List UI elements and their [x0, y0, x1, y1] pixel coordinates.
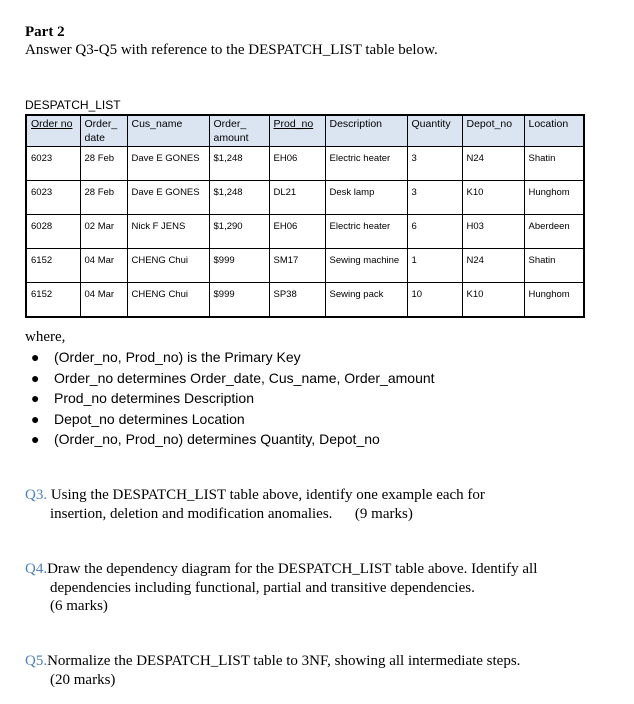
cell-cus-name: Nick F JENS: [127, 215, 209, 249]
cell-order-no: 6023: [26, 147, 80, 181]
part-title: Part 2: [25, 24, 65, 40]
cell-order-amount: $1,290: [209, 215, 269, 249]
cell-depot-no: K10: [462, 283, 524, 318]
bullet-icon: ●: [31, 410, 40, 427]
cell-description: Electric heater: [325, 215, 407, 249]
cell-order-no: 6152: [26, 283, 80, 318]
despatch-list-table: [25, 114, 585, 318]
bullet-icon: ●: [31, 390, 40, 406]
cell-order-amount: $999: [209, 249, 269, 283]
cell-order-amount: $999: [209, 283, 269, 318]
cell-location: Hunghom: [524, 181, 584, 215]
question-number: Q4.: [25, 561, 48, 577]
cell-order-date: 02 Mar: [80, 215, 127, 249]
cell-location: Shatin: [524, 249, 584, 283]
cell-order-date: 28 Feb: [80, 147, 127, 181]
cell-order-no: 6028: [26, 215, 80, 249]
question-q5: [25, 652, 520, 689]
table-row: [26, 215, 584, 249]
cell-depot-no: K10: [462, 181, 524, 215]
question-text-line2: (20 marks): [50, 671, 116, 688]
question-q4: [25, 560, 537, 616]
col-header-depot-no: Depot_no: [462, 115, 524, 147]
cell-order-no: 6152: [26, 249, 80, 283]
question-text-line2: dependencies including functional, partial and transitive dependencies.: [50, 579, 475, 596]
rule-item: [25, 429, 435, 450]
bullet-icon: ●: [31, 369, 40, 386]
cell-description: Sewing pack: [325, 283, 407, 318]
rule-text: Depot_no determines Location: [54, 410, 245, 427]
rule-text: Prod_no determines Description: [54, 390, 254, 406]
cell-prod-no: EH06: [269, 147, 325, 181]
col-header-description: Description: [325, 115, 407, 147]
cell-order-amount: $1,248: [209, 181, 269, 215]
cell-cus-name: Dave E GONES: [127, 147, 209, 181]
cell-location: Shatin: [524, 147, 584, 181]
rule-item: [25, 388, 435, 409]
bullet-icon: ●: [31, 431, 40, 447]
question-text-line1: Draw the dependency diagram for the DESPATCH_LIST table above. Identify all: [47, 561, 538, 577]
rule-text: (Order_no, Prod_no) determines Quantity, Depot_no: [54, 431, 380, 447]
cell-depot-no: N24: [462, 147, 524, 181]
cell-description: Desk lamp: [325, 181, 407, 215]
intro-text: Answer Q3-Q5 with reference to the DESPATCH_LIST table below.: [25, 42, 438, 58]
col-header-prod-no: Prod_no: [269, 115, 325, 147]
table-caption: DESPATCH_LIST: [25, 98, 121, 112]
cell-quantity: 3: [407, 147, 462, 181]
cell-prod-no: SP38: [269, 283, 325, 318]
col-header-cus-name: Cus_name: [127, 115, 209, 147]
cell-quantity: 3: [407, 181, 462, 215]
question-text-line2: insertion, deletion and modification anomalies. (9 marks): [50, 505, 413, 522]
col-header-quantity: Quantity: [407, 115, 462, 147]
col-header-order-amount: Order_ amount: [209, 115, 269, 147]
col-header-location: Location: [524, 115, 584, 147]
cell-prod-no: EH06: [269, 215, 325, 249]
cell-description: Electric heater: [325, 147, 407, 181]
table-row: [26, 181, 584, 215]
cell-quantity: 6: [407, 215, 462, 249]
rule-text: (Order_no, Prod_no) is the Primary Key: [54, 349, 301, 365]
question-text-line1: Normalize the DESPATCH_LIST table to 3NF, showing all intermediate steps.: [47, 653, 521, 669]
cell-order-date: 04 Mar: [80, 249, 127, 283]
cell-prod-no: DL21: [269, 181, 325, 215]
table-header-row: [26, 115, 584, 147]
cell-cus-name: Dave E GONES: [127, 181, 209, 215]
cell-prod-no: SM17: [269, 249, 325, 283]
question-number: Q5.: [25, 653, 48, 669]
cell-cus-name: CHENG Chui: [127, 283, 209, 318]
rule-item: [25, 347, 435, 368]
rule-item: [25, 409, 435, 430]
cell-order-date: 28 Feb: [80, 181, 127, 215]
col-header-order-no: Order no: [26, 115, 80, 147]
where-label: where,: [25, 329, 66, 345]
cell-order-amount: $1,248: [209, 147, 269, 181]
table-row: [26, 283, 584, 318]
col-header-order-date: Order_ date: [80, 115, 127, 147]
question-number: Q3.: [25, 487, 48, 503]
cell-order-date: 04 Mar: [80, 283, 127, 318]
question-text-line3: (6 marks): [50, 598, 108, 614]
question-q3: [25, 486, 485, 523]
cell-location: Hunghom: [524, 283, 584, 318]
cell-quantity: 1: [407, 249, 462, 283]
cell-order-no: 6023: [26, 181, 80, 215]
cell-quantity: 10: [407, 283, 462, 318]
table-row: [26, 147, 584, 181]
table-row: [26, 249, 584, 283]
bullet-icon: ●: [31, 349, 40, 365]
dependency-rules-list: [25, 347, 435, 450]
cell-depot-no: N24: [462, 249, 524, 283]
cell-location: Aberdeen: [524, 215, 584, 249]
rule-text: Order_no determines Order_date, Cus_name, Order_amount: [54, 369, 435, 386]
cell-cus-name: CHENG Chui: [127, 249, 209, 283]
question-text-line1: Using the DESPATCH_LIST table above, identify one example each for: [50, 487, 485, 503]
rule-item: [25, 368, 435, 389]
cell-description: Sewing machine: [325, 249, 407, 283]
cell-depot-no: H03: [462, 215, 524, 249]
